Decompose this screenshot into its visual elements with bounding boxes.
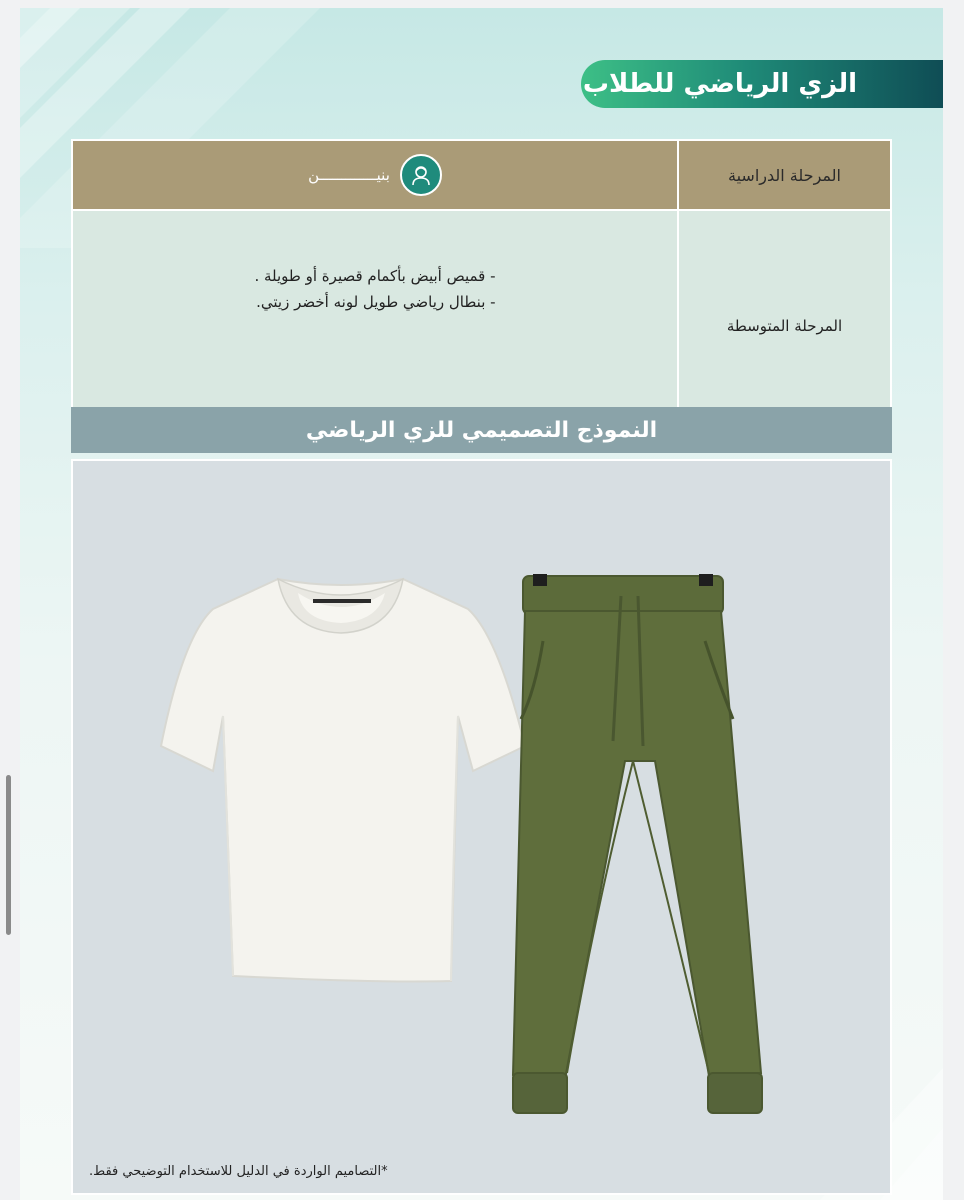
section-title: النموذج التصميمي للزي الرياضي: [305, 417, 658, 443]
table-header-row: [72, 140, 891, 210]
list-item: - قميص أبيض بأكمام قصيرة أو طويلة .: [254, 267, 496, 285]
uniform-illustration: [73, 461, 890, 1193]
uniform-table: [71, 139, 892, 443]
header-stage: المرحلة الدراسية: [678, 140, 891, 210]
list-item: - بنطال رياضي طويل لونه أخضر زيتي.: [256, 293, 496, 311]
uniform-items-list: [254, 263, 495, 315]
uniform-image-panel: [71, 459, 892, 1195]
page-title: الزي الرياضي للطلاب: [582, 69, 857, 99]
stage-cell: المرحلة المتوسطة: [678, 210, 891, 442]
white-tshirt-illustration: [161, 579, 525, 981]
student-avatar-icon: [400, 154, 442, 196]
boys-label: بنيـــــــــــــن: [308, 166, 390, 184]
scrollbar[interactable]: [6, 775, 11, 935]
disclaimer-note: *التصاميم الواردة في الدليل للاستخدام التوضيحي فقط.: [89, 1164, 388, 1179]
section-header: [71, 407, 892, 453]
page-title-banner: [581, 60, 943, 108]
document-page: [20, 8, 943, 1200]
olive-pants-illustration: [513, 574, 762, 1113]
header-boys: [72, 140, 678, 210]
